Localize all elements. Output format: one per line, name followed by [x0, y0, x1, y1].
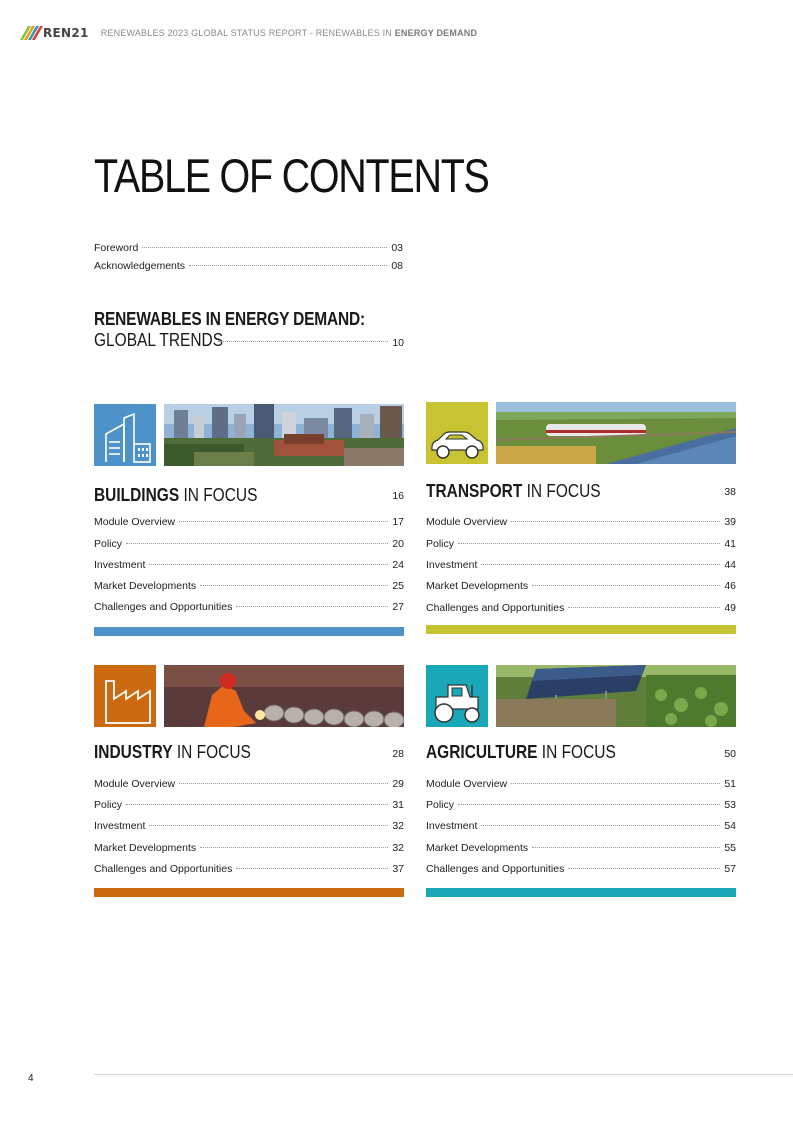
solar-crops-photo — [496, 665, 736, 727]
toc-entry[interactable]: Investment 32 — [94, 820, 404, 832]
toc-entry[interactable]: Challenges and Opportunities 27 — [94, 601, 404, 613]
car-icon — [426, 402, 488, 464]
toc-entry[interactable]: Market Developments 25 — [94, 580, 404, 592]
toc-entry[interactable]: Investment 54 — [426, 820, 736, 832]
toc-entry[interactable]: Policy 41 — [426, 538, 736, 550]
factory-icon — [94, 665, 156, 727]
toc-entry[interactable]: Module Overview 39 — [426, 516, 736, 528]
toc-entry[interactable]: Policy 31 — [94, 799, 404, 811]
train-solar-photo — [496, 402, 736, 464]
tractor-icon — [426, 665, 488, 727]
toc-entry[interactable]: Module Overview 17 — [94, 516, 404, 528]
module-title-buildings: BUILDINGS IN FOCUS — [94, 485, 258, 505]
page-number: 4 — [28, 1073, 34, 1084]
toc-entry[interactable]: Policy 53 — [426, 799, 736, 811]
module-page-agriculture: 50 — [724, 748, 736, 760]
toc-entry[interactable]: Policy 20 — [94, 538, 404, 550]
module-page-transport: 38 — [724, 486, 736, 498]
module-color-bar — [426, 888, 736, 897]
ren21-logo-icon — [22, 26, 38, 40]
buildings-icon — [94, 404, 156, 466]
module-color-bar — [426, 625, 736, 634]
toc-entry[interactable]: Market Developments 32 — [94, 842, 404, 854]
logo-wordmark: REN21 — [43, 26, 89, 40]
module-color-bar — [94, 888, 404, 897]
toc-entry[interactable]: Module Overview 51 — [426, 778, 736, 790]
toc-entry-acknowledgements[interactable]: Acknowledgements 08 — [94, 260, 403, 272]
toc-entry[interactable]: Market Developments 46 — [426, 580, 736, 592]
module-page-industry: 28 — [392, 748, 404, 760]
toc-entry[interactable]: Challenges and Opportunities 49 — [426, 602, 736, 614]
page-header — [22, 24, 477, 42]
footer-divider — [94, 1074, 793, 1075]
welder-pipes-photo — [164, 665, 404, 727]
toc-entry[interactable]: Investment 24 — [94, 559, 404, 571]
module-buildings — [94, 404, 404, 639]
page-title: TABLE OF CONTENTS — [94, 149, 489, 202]
module-title-transport: TRANSPORT IN FOCUS — [426, 481, 601, 501]
module-agriculture — [426, 665, 736, 900]
toc-entry-foreword[interactable]: Foreword 03 — [94, 242, 403, 254]
toc-entry[interactable]: Module Overview 29 — [94, 778, 404, 790]
city-skyline-photo — [164, 404, 404, 466]
module-color-bar — [94, 627, 404, 636]
module-title-industry: INDUSTRY IN FOCUS — [94, 742, 251, 762]
module-title-agriculture: AGRICULTURE IN FOCUS — [426, 742, 616, 762]
module-page-buildings: 16 — [392, 490, 404, 502]
toc-entry[interactable]: Investment 44 — [426, 559, 736, 571]
toc-entry-global-trends[interactable]: RENEWABLES IN ENERGY DEMAND: GLOBAL TRENDS 10 — [94, 309, 404, 350]
toc-entry[interactable]: Market Developments 55 — [426, 842, 736, 854]
running-title: RENEWABLES 2023 GLOBAL STATUS REPORT - RENEWABLES IN ENERGY DEMAND — [100, 28, 478, 38]
toc-entry[interactable]: Challenges and Opportunities 37 — [94, 863, 404, 875]
module-transport — [426, 402, 736, 637]
toc-entry[interactable]: Challenges and Opportunities 57 — [426, 863, 736, 875]
module-industry — [94, 665, 404, 900]
